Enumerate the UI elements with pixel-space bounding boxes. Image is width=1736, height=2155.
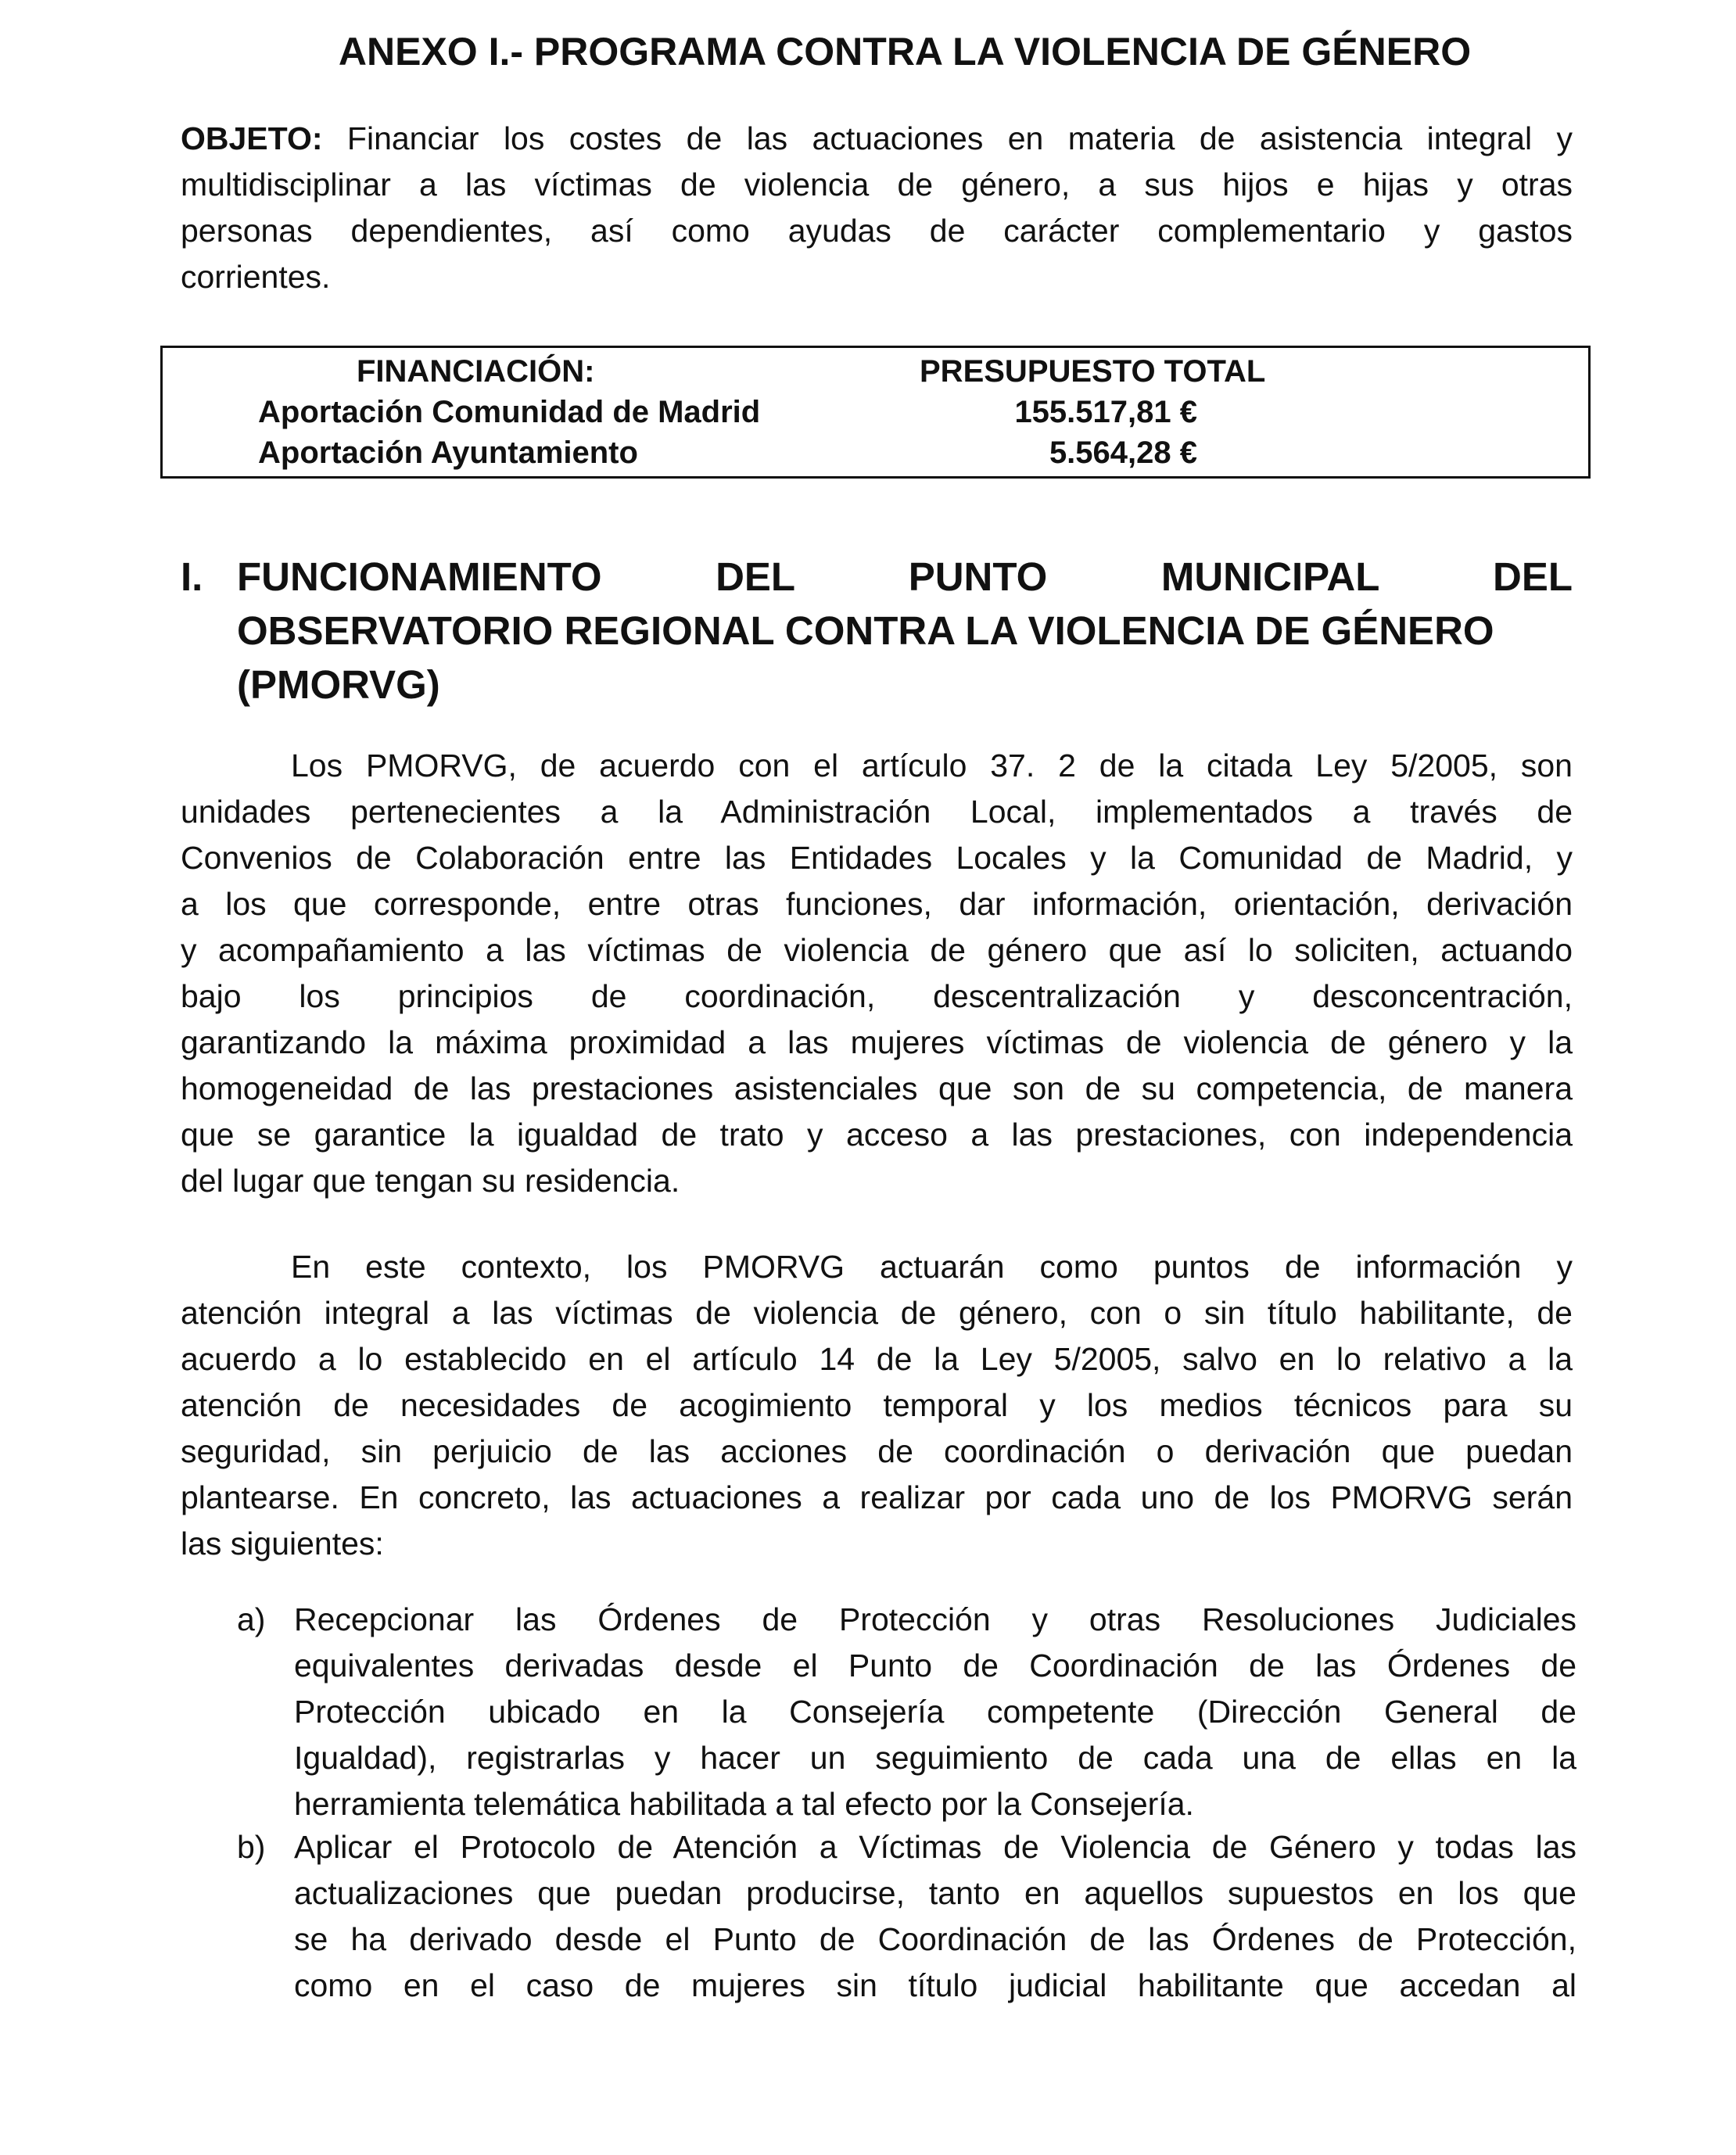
objeto-label: OBJETO: xyxy=(181,120,323,156)
paragraph-line: del lugar que tengan su residencia. xyxy=(181,1163,680,1199)
financiacion-header: FINANCIACIÓN: xyxy=(357,354,595,389)
paragraph-line: las siguientes: xyxy=(181,1526,384,1562)
paragraph-line: unidades pertenecientes a la Administración Local, implementados a través de xyxy=(181,794,1573,830)
list-item-line: herramienta telemática habilitada a tal efecto por la Consejería. xyxy=(294,1786,1194,1822)
objeto-line: personas dependientes, así como ayudas de carácter complementario y gastos xyxy=(181,213,1573,249)
row-label: Aportación Ayuntamiento xyxy=(258,436,638,470)
list-marker: b) xyxy=(237,1829,266,1865)
paragraph-line: que se garantice la igualdad de trato y acceso a las prestaciones, con independencia xyxy=(181,1117,1573,1153)
objeto-line: multidisciplinar a las víctimas de violencia de género, a sus hijos e hijas y otras xyxy=(181,167,1573,203)
section-heading-line: (PMORVG) xyxy=(237,662,440,707)
paragraph-line: atención integral a las víctimas de violencia de género, con o sin título habilitante, de xyxy=(181,1295,1573,1331)
paragraph-line: Los PMORVG, de acuerdo con el artículo 37. 2 de la citada Ley 5/2005, son xyxy=(291,748,1573,783)
paragraph-line: atención de necesidades de acogimiento temporal y los medios técnicos para su xyxy=(181,1387,1573,1423)
list-item-line: equivalentes derivadas desde el Punto de Coordinación de las Órdenes de xyxy=(294,1648,1576,1683)
paragraph-line: garantizando la máxima proximidad a las mujeres víctimas de violencia de género y la xyxy=(181,1024,1573,1060)
objeto-line: corrientes. xyxy=(181,259,331,295)
paragraph-line: seguridad, sin perjuicio de las acciones de coordinación o derivación que puedan xyxy=(181,1433,1573,1469)
financiacion-table xyxy=(160,346,1591,479)
list-item-line: como en el caso de mujeres sin título judicial habilitante que accedan al xyxy=(294,1967,1576,2003)
list-item-line: Recepcionar las Órdenes de Protección y otras Resoluciones Judiciales xyxy=(294,1601,1576,1637)
paragraph-line: acuerdo a lo establecido en el artículo 14 de la Ley 5/2005, salvo en lo relativo a la xyxy=(181,1341,1573,1377)
objeto-paragraph xyxy=(181,116,1573,300)
section-heading-line: FUNCIONAMIENTO DEL PUNTO MUNICIPAL DEL xyxy=(237,554,1573,599)
list-item-line: Protección ubicado en la Consejería competente (Dirección General de xyxy=(294,1694,1576,1730)
objeto-line: OBJETO: Financiar los costes de las actuaciones en materia de asistencia integral y xyxy=(181,120,1573,156)
paragraph-line: a los que corresponde, entre otras funciones, dar información, orientación, derivación xyxy=(181,886,1573,922)
list-item-line: Aplicar el Protocolo de Atención a Víctimas de Violencia de Género y todas las xyxy=(294,1829,1576,1865)
row-label: Aportación Comunidad de Madrid xyxy=(258,395,761,429)
list-marker: a) xyxy=(237,1601,266,1637)
row-value: 155.517,81 € xyxy=(1014,395,1197,429)
presupuesto-header: PRESUPUESTO TOTAL xyxy=(920,354,1266,389)
paragraph-line: Convenios de Colaboración entre las Entidades Locales y la Comunidad de Madrid, y xyxy=(181,840,1573,876)
section-heading-line: OBSERVATORIO REGIONAL CONTRA LA VIOLENCIA DE GÉNERO xyxy=(237,608,1494,653)
list-item-line: se ha derivado desde el Punto de Coordinación de las Órdenes de Protección, xyxy=(294,1921,1576,1957)
row-value: 5.564,28 € xyxy=(1049,436,1197,470)
paragraph-1 xyxy=(181,743,1573,1204)
list-item-line: Igualdad), registrarlas y hacer un seguimiento de cada una de ellas en la xyxy=(294,1740,1576,1776)
paragraph-2 xyxy=(181,1244,1573,1567)
paragraph-line: y acompañamiento a las víctimas de violencia de género que así lo soliciten, actuando xyxy=(181,932,1573,968)
paragraph-line: bajo los principios de coordinación, descentralización y desconcentración, xyxy=(181,978,1573,1014)
paragraph-line: En este contexto, los PMORVG actuarán como puntos de información y xyxy=(291,1249,1573,1285)
document-title: ANEXO I.- PROGRAMA CONTRA LA VIOLENCIA DE GÉNERO xyxy=(338,30,1472,74)
section-number: I. xyxy=(181,554,203,599)
paragraph-line: plantearse. En concreto, las actuaciones a realizar por cada uno de los PMORVG serán xyxy=(181,1479,1573,1515)
list-item-line: actualizaciones que puedan producirse, tanto en aquellos supuestos en los que xyxy=(294,1875,1576,1911)
paragraph-line: homogeneidad de las prestaciones asistenciales que son de su competencia, de manera xyxy=(181,1070,1573,1106)
